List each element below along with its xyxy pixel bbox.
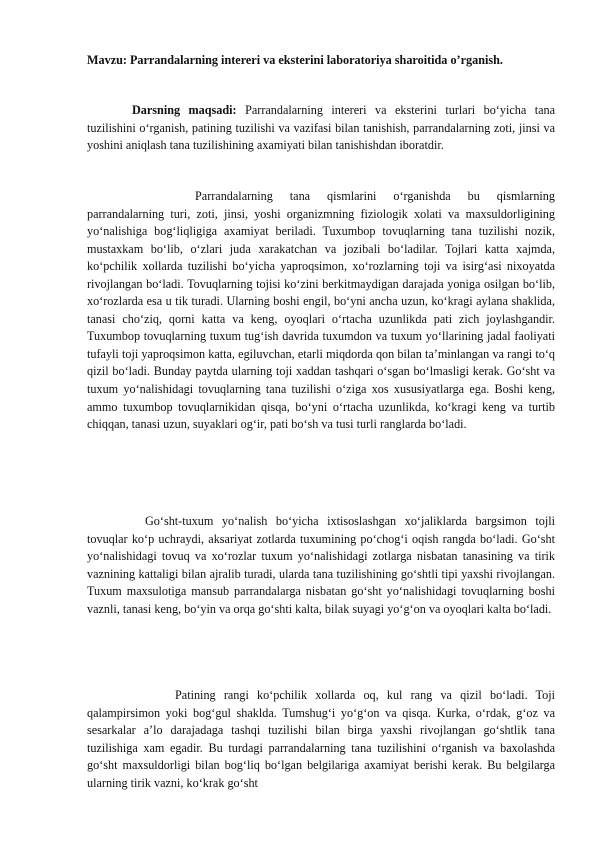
lesson-goal-label: Darsning maqsadi: — [132, 103, 237, 117]
document-title: Mavzu: Parrandalarning intereri va eksterini laboratoriya sharoitida o’rganish. — [87, 53, 503, 67]
lesson-goal-paragraph — [87, 102, 555, 155]
body-paragraph-body-structure: Parrandalarning tana qismlarini o‘rganishda bu qismlarning parrandalarning turi, zoti, jinsi, yoshi organizmning fiziologik xolati va maxsuldorligining yo‘nalishiga bog‘liqligiga axamiyat beriladi. Tuxumbop tovuqlarning tana tuzilishi nozik, mustaxkam bo‘lib, o‘zlari juda xarakatchan va jozibali bo‘ladilar. Tojlari katta xajmda, ko‘pchilik xollarda tuzilishi bo‘yicha yaproqsimon, xo‘rozlarning toji va isirg‘asi nixoyatda rivojlangan bo‘ladi. Tovuqlarning tojisi ko‘zini berkitmaydigan darajada yoniga osilgan bo‘lib, xo‘rozlarda esa u tik turadi. Ularning boshi engil, bo‘yni ancha uzun, ko‘kragi aylana shaklida, tanasi cho‘ziq, qorni katta va keng, oyoqlari o‘rtacha uzunlikda pati zich joylashgandir. Tuxumbop tovuqlarning tuxum tug‘ish davrida tuxumdon va tuxum yo‘llarining jadal faoliyati tufayli toji yaproqsimon katta, egiluvchan, etarli miqdorda qon bilan ta’minlangan va rangi to‘q qizil bo‘ladi. Bunday paytda ularning toji xaddan tashqari o‘sgan bo‘lmasligi kerak. Go‘sht va tuxum yo‘nalishidagi tovuqlarning tana tuzilishi o‘ziga xos xususiyatlarga ega. Boshi keng, ammo tuxumbop tovuqlarnikidan qisqa, bo‘yni o‘rtacha uzunlikda, ko‘kragi keng va turtib chiqqan, tanasi uzun, suyaklari og‘ir, pati bo‘sh va tusi turli ranglarda bo‘ladi. — [87, 189, 555, 432]
lesson-goal-text: Parrandalarning intereri va eksterini turlari bo‘yicha tana tuzilishini o‘rganish, patining tuzilishi va vazifasi bilan tanishish, parrandalarning zoti, jinsi va yoshini aniqlash tana tuzilishining axamiyati bilan tanishishdan iboratdir. — [87, 103, 555, 153]
body-paragraph-meat-egg-breeds: Go‘sht-tuxum yo‘nalish bo‘yicha ixtisoslashgan xo‘jaliklarda bargsimon tojli tovuqlar ko‘p uchraydi, aksariyat zotlarda tuxumining po‘chog‘i oqish rangda bo‘ladi. Go‘sht yo‘nalishidagi tovuq va xo‘rozlar tuxum yo‘nalishidagi zotlarga nisbatan tanasining va tirik vaznining kattaligi bilan ajralib turadi, ularda tana tuzilishining go‘shtli tipi yaxshi rivojlangan. Tuxum maxsulotiga mansub parrandalarga nisbatan go‘sht yo‘nalishidagi tovuqlarning boshi vaznli, tanasi keng, bo‘yin va orqa go‘shti kalta, bilak suyagi yo‘g‘on va oyoqlari kalta bo‘ladi. — [87, 514, 555, 616]
body-paragraph-feather-color: Patining rangi ko‘pchilik xollarda oq, kul rang va qizil bo‘ladi. Toji qalampirsimon yoki bog‘gul shaklda. Tumshug‘i yo‘g‘on va qisqa. Kurka, o‘rdak, g‘oz va sesarkalar a’lo darajadaga tashqi tuzilishi bilan birga yaxshi rivojlangan go‘shtlik tana tuzilishiga xam egadir. Bu turdagi parrandalarning tana tuzilishini o‘rganish va baxolashda go‘sht maxsuldorligi bilan bog‘liq bo‘lgan belgilariga axamiyat berishi kerak. Bu belgilarga ularning tirik vazni, ko‘krak go‘sht — [87, 688, 555, 790]
